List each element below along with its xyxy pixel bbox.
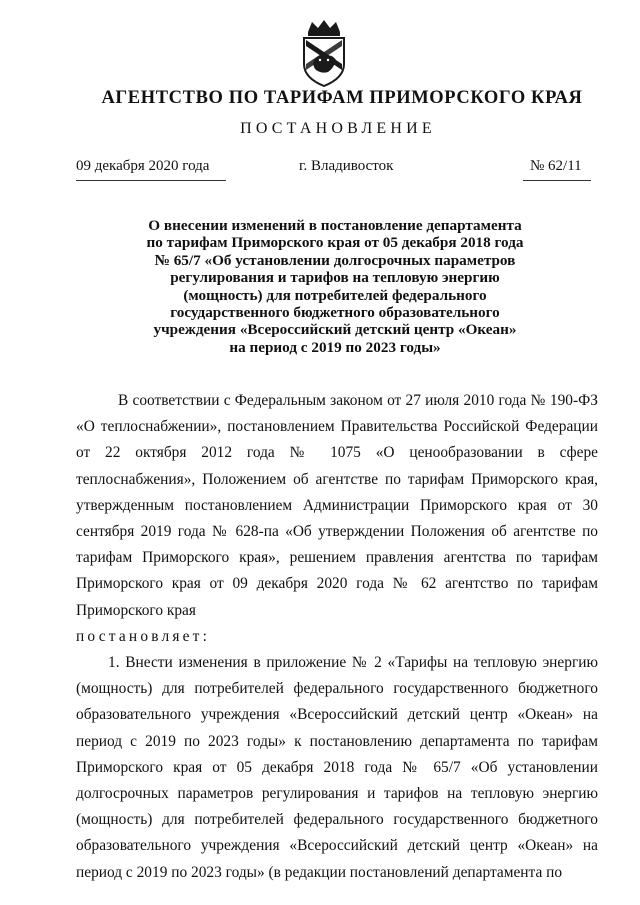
item-1-paragraph: 1. Внести изменения в приложение № 2 «Тарифы на тепловую энергию (мощность) для потребителей федерального государственного бюджетного образовательного учреждения «Всероссийский детский центр «Океан» на период с 2019 по 2023 годы» к постановлению департамента по тарифам Приморского края от 05 декабря 2018 года № 65/7 «Об установлении долгосрочных параметров регулирования и тарифов на тепловую энергию (мощность) для потребителей федерального государственного бюджетного образовательного учреждения «Всероссийский детский центр «Океан» на период с 2019 по 2023 годы» (в редакции постановлений департамента по: [76, 654, 598, 881]
document-title: [120, 217, 550, 356]
document-city: г. Владивосток: [299, 158, 394, 174]
document-number: № 62/11: [530, 158, 582, 174]
title-line: на период с 2019 по 2023 годы»: [229, 338, 441, 356]
title-line: по тарифам Приморского края от 05 декабря 2018 года: [146, 234, 524, 252]
document-body: [76, 388, 598, 886]
title-line: № 65/7 «Об установлении долгосрочных параметров: [154, 251, 516, 269]
title-line: О внесении изменений в постановление департамента: [148, 217, 522, 234]
title-line: государственного бюджетного образовательного: [170, 304, 500, 322]
decree-paragraph: [76, 624, 598, 650]
title-line: (мощность) для потребителей федерального: [183, 286, 487, 304]
number-underline: [523, 180, 591, 181]
coat-of-arms-icon: [298, 18, 350, 88]
preamble-paragraph: В соответствии с Федеральным законом от 27 июля 2010 года № 190-ФЗ «О теплоснабжении», постановлением Правительства Российской Федерации от 22 октября 2012 года № 1075 «О ценообразовании в сфере теплоснабжения», Положением об агентстве по тарифам Приморского края, утвержденным постановлением Администрации Приморского края от 30 сентября 2019 года № 628-па «Об утверждении Положения об агентстве по тарифам Приморского края», решением правления агентства по тарифам Приморского края от 09 декабря 2020 года № 62 агентство по тарифам Приморского края: [76, 392, 598, 619]
title-line: регулирования и тарифов на тепловую энергию: [170, 269, 500, 287]
date-underline: [76, 180, 226, 181]
document-date: 09 декабря 2020 года: [76, 158, 210, 174]
document-type: ПОСТАНОВЛЕНИЕ: [240, 120, 436, 137]
decree-word: постановляет:: [76, 627, 211, 645]
title-line: учреждения «Всероссийский детский центр «Океан»: [153, 321, 517, 339]
agency-name: АГЕНТСТВО ПО ТАРИФАМ ПРИМОРСКОГО КРАЯ: [101, 88, 583, 108]
